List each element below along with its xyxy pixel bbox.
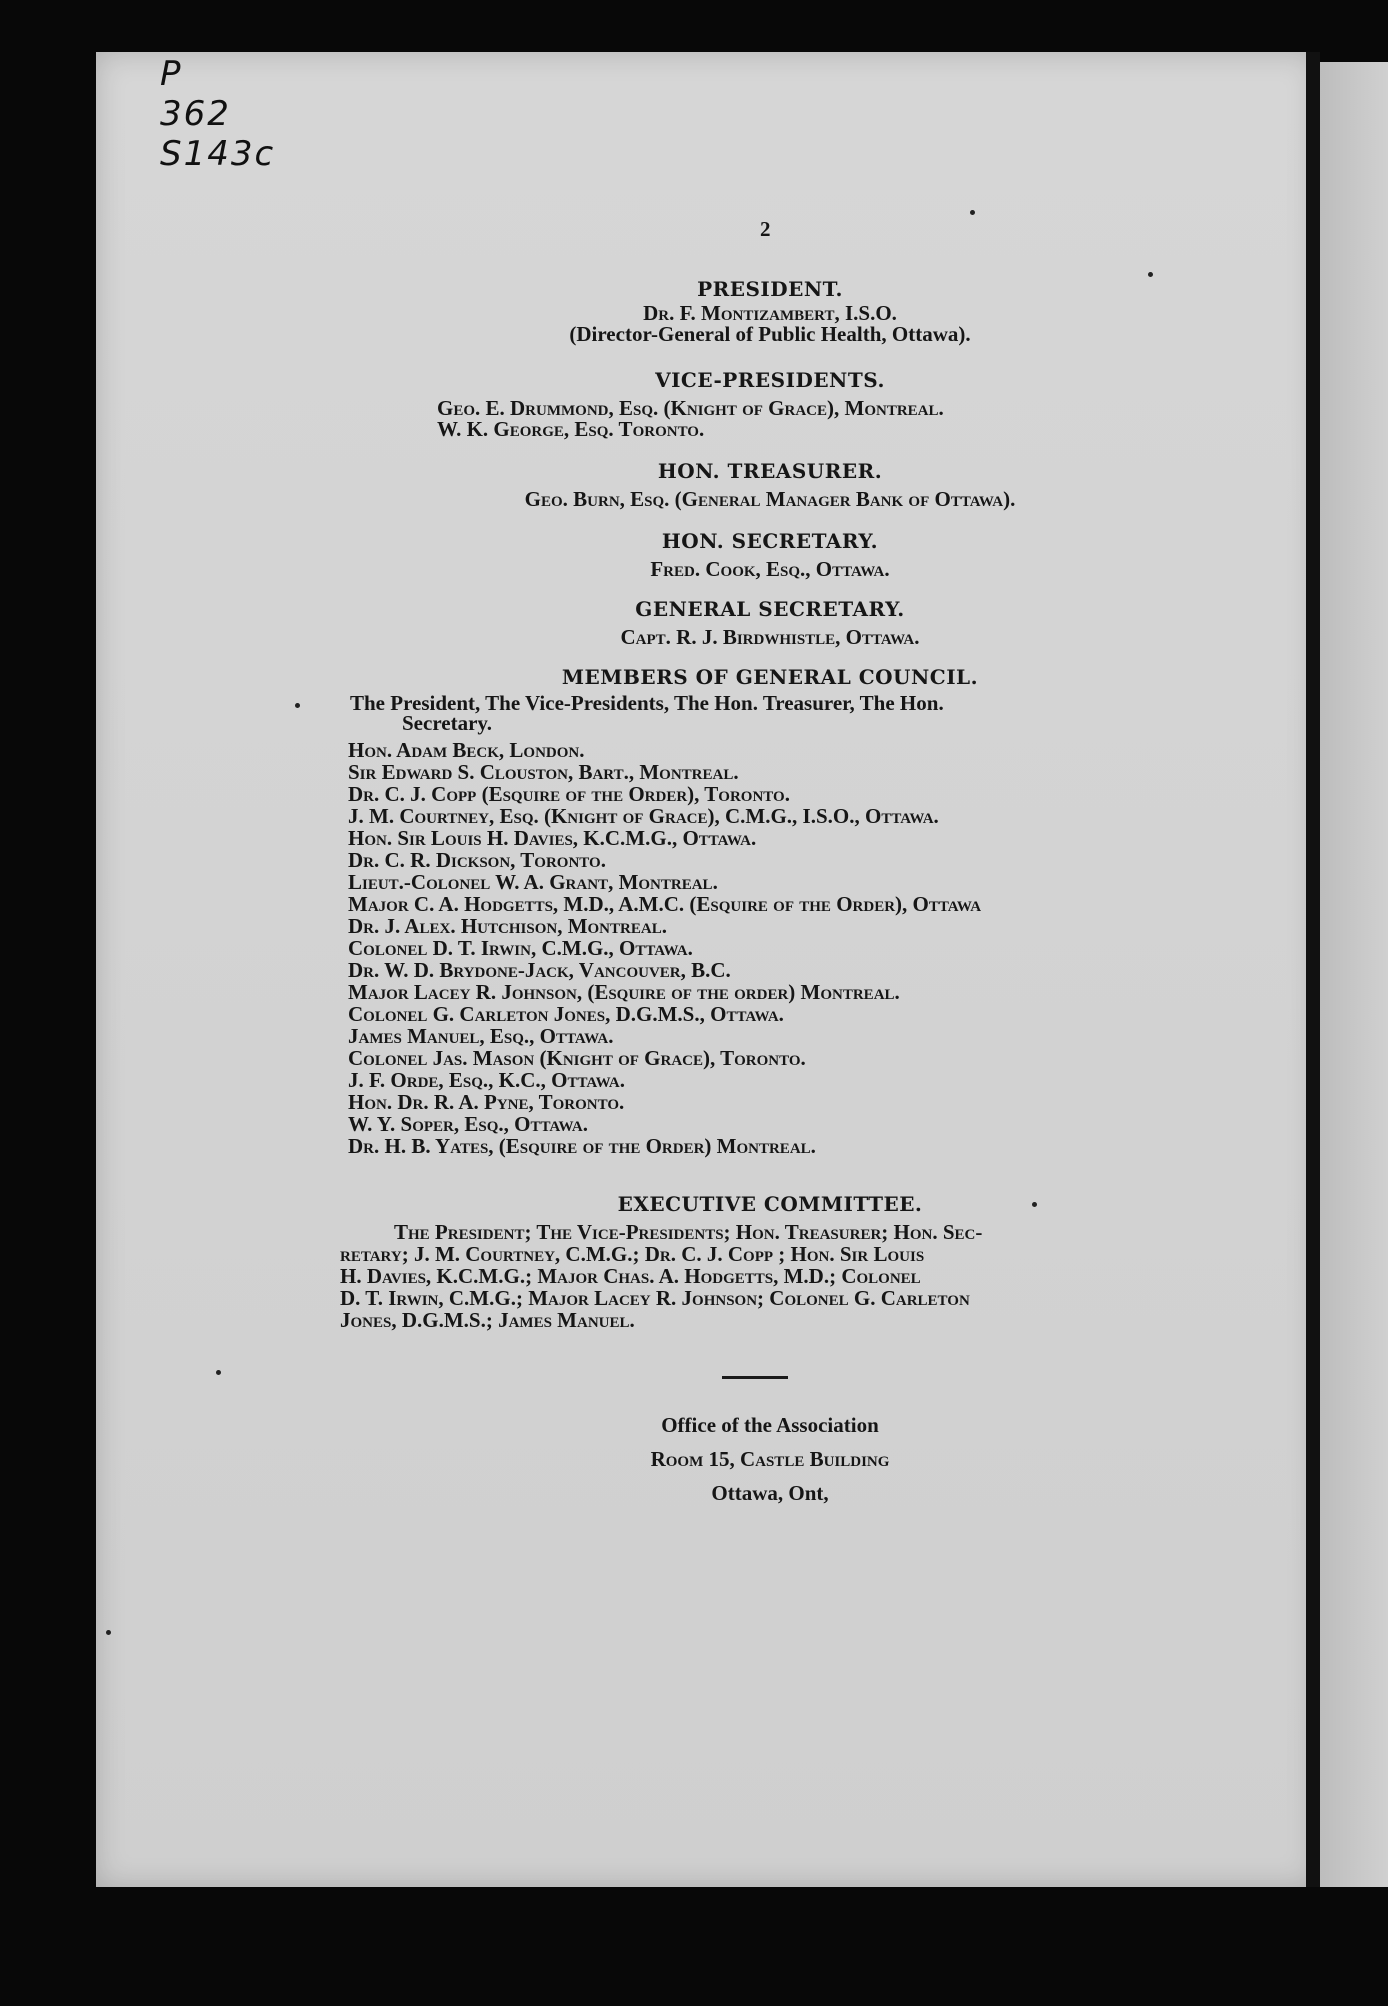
- handwritten-catalog-note: [160, 54, 275, 174]
- executive-heading: EXECUTIVE COMMITTEE.: [617, 1192, 923, 1216]
- executive-line: The President; The Vice-Presidents; Hon. Treasurer; Hon. Sec-: [394, 1220, 983, 1244]
- council-member: Dr. J. Alex. Hutchison, Montreal.: [348, 914, 667, 938]
- office-line: Room 15, Castle Building: [650, 1447, 890, 1471]
- council-member: Colonel D. T. Irwin, C.M.G., Ottawa.: [348, 936, 693, 960]
- secretary-heading: HON. SECRETARY.: [661, 529, 879, 553]
- vice-president-line: W. K. George, Esq. Toronto.: [437, 417, 705, 441]
- council-member: Hon. Adam Beck, London.: [348, 738, 585, 762]
- office-line: Office of the Association: [661, 1413, 879, 1437]
- section-rule: [722, 1376, 788, 1379]
- council-member: Hon. Dr. R. A. Pyne, Toronto.: [348, 1090, 625, 1114]
- council-member: J. F. Orde, Esq., K.C., Ottawa.: [348, 1068, 625, 1092]
- council-member: Dr. C. R. Dickson, Toronto.: [348, 848, 606, 872]
- secretary-line: Fred. Cook, Esq., Ottawa.: [650, 557, 890, 581]
- handwritten-line: 362: [160, 94, 231, 134]
- president-line: Dr. F. Montizambert, I.S.O.: [643, 301, 897, 325]
- treasurer-heading: HON. TREASURER.: [657, 459, 883, 483]
- general-secretary-line: Capt. R. J. Birdwhistle, Ottawa.: [620, 625, 920, 649]
- council-member: Major Lacey R. Johnson, (Esquire of the order) Montreal.: [348, 980, 900, 1004]
- council-member: Major C. A. Hodgetts, M.D., A.M.C. (Esquire of the Order), Ottawa: [348, 892, 982, 916]
- council-member: Dr. W. D. Brydone-Jack, Vancouver, B.C.: [348, 958, 731, 982]
- film-speck: [970, 210, 975, 215]
- vice-president-line: Geo. E. Drummond, Esq. (Knight of Grace), Montreal.: [437, 396, 944, 420]
- council-member: Sir Edward S. Clouston, Bart., Montreal.: [348, 760, 739, 784]
- film-speck: [216, 1370, 221, 1375]
- president-heading: PRESIDENT.: [697, 277, 843, 301]
- adjacent-page-edge: [1320, 62, 1388, 1887]
- handwritten-line: S143c: [160, 134, 276, 174]
- executive-line: H. Davies, K.C.M.G.; Major Chas. A. Hodgetts, M.D.; Colonel: [340, 1264, 921, 1288]
- office-line: Ottawa, Ont,: [711, 1481, 829, 1505]
- page-number: 2: [760, 217, 771, 241]
- film-speck: [295, 703, 300, 708]
- vice-presidents-heading: VICE-PRESIDENTS.: [655, 368, 885, 392]
- general-secretary-heading: GENERAL SECRETARY.: [635, 597, 905, 621]
- council-member: W. Y. Soper, Esq., Ottawa.: [348, 1112, 588, 1136]
- council-member: Hon. Sir Louis H. Davies, K.C.M.G., Ottawa.: [348, 826, 757, 850]
- page-gutter: [1306, 52, 1320, 1887]
- executive-line: Jones, D.G.M.S.; James Manuel.: [340, 1308, 635, 1332]
- council-intro-line: The President, The Vice-Presidents, The Hon. Treasurer, The Hon.: [350, 691, 944, 715]
- film-speck: [106, 1630, 111, 1635]
- council-member: J. M. Courtney, Esq. (Knight of Grace), C.M.G., I.S.O., Ottawa.: [348, 804, 939, 828]
- executive-line: retary; J. M. Courtney, C.M.G.; Dr. C. J. Copp ; Hon. Sir Louis: [340, 1242, 925, 1266]
- council-member: Colonel G. Carleton Jones, D.G.M.S., Ottawa.: [348, 1002, 784, 1026]
- council-member: Dr. C. J. Copp (Esquire of the Order), Toronto.: [348, 782, 790, 806]
- film-speck: [1148, 272, 1153, 277]
- president-line: (Director-General of Public Health, Ottawa).: [569, 322, 971, 346]
- council-member: Colonel Jas. Mason (Knight of Grace), Toronto.: [348, 1046, 806, 1070]
- council-member: James Manuel, Esq., Ottawa.: [348, 1024, 614, 1048]
- council-heading: MEMBERS OF GENERAL COUNCIL.: [561, 665, 979, 689]
- council-intro-line: Secretary.: [402, 711, 492, 735]
- executive-line: D. T. Irwin, C.M.G.; Major Lacey R. Johnson; Colonel G. Carleton: [340, 1286, 970, 1310]
- handwritten-line: P: [160, 54, 183, 94]
- film-speck: [1032, 1202, 1037, 1207]
- council-member: Dr. H. B. Yates, (Esquire of the Order) Montreal.: [348, 1134, 816, 1158]
- treasurer-line: Geo. Burn, Esq. (General Manager Bank of Ottawa).: [524, 487, 1016, 511]
- council-member: Lieut.-Colonel W. A. Grant, Montreal.: [348, 870, 718, 894]
